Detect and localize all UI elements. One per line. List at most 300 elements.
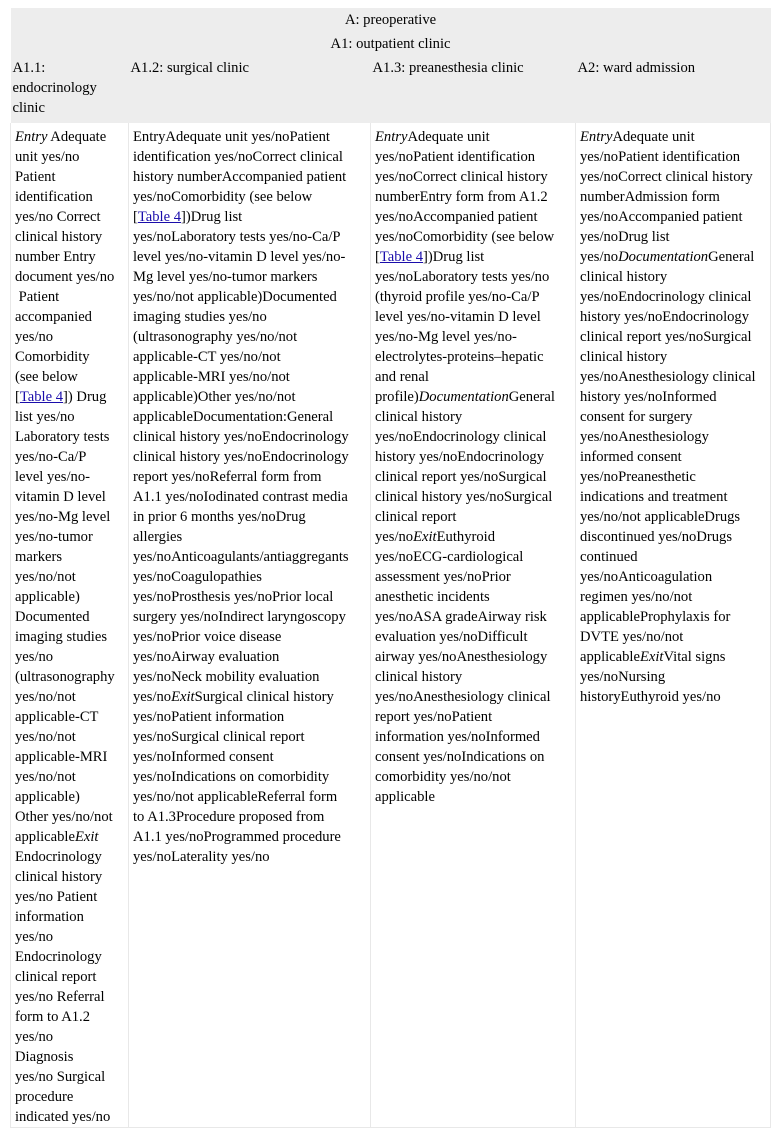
text-segment: Other yes/no/not	[15, 809, 113, 825]
cell-text-line	[133, 267, 366, 287]
text-segment: yes/no	[15, 329, 54, 345]
cell-text-line	[375, 727, 571, 747]
cell-text-line	[15, 247, 124, 267]
italic-label: Exit	[171, 689, 195, 705]
text-segment: applicable)	[15, 789, 80, 805]
text-segment: applicable-MRI	[15, 749, 108, 765]
text-segment: level yes/no-	[15, 469, 90, 485]
cell-text-line	[133, 567, 366, 587]
text-segment: profile)	[375, 389, 419, 405]
cell-text-line	[15, 867, 124, 887]
text-segment: regimen yes/no/not	[580, 589, 693, 605]
cell-text-line	[375, 567, 571, 587]
text-segment: yes/noEndocrinology clinical	[375, 429, 547, 445]
cell-text-line	[133, 747, 366, 767]
text-segment: yes/no	[15, 1029, 54, 1045]
cell-text-line	[580, 247, 766, 267]
cell-ward-admission	[576, 123, 771, 1128]
cell-text-line	[375, 787, 571, 807]
cell-text-line	[15, 447, 124, 467]
text-segment: General	[508, 389, 555, 405]
text-segment: form to A1.2	[15, 1009, 90, 1025]
text-segment: applicable	[15, 829, 75, 845]
text-segment: continued	[580, 549, 638, 565]
text-segment: ])Drug list	[423, 249, 485, 265]
text-segment: Adequate unit	[407, 129, 490, 145]
cell-text-line	[15, 647, 124, 667]
text-segment: yes/noPatient identification	[580, 149, 741, 165]
cell-text-line	[15, 287, 124, 307]
text-segment: number Entry	[15, 249, 96, 265]
cell-text-line	[375, 227, 571, 247]
cell-text-line	[580, 387, 766, 407]
text-segment: yes/no Surgical	[15, 1069, 106, 1085]
text-segment: yes/no	[375, 529, 414, 545]
text-segment: yes/noPrior voice disease	[133, 629, 282, 645]
text-segment: Documented	[15, 609, 90, 625]
cell-text-line	[133, 447, 366, 467]
cell-surgical-clinic	[129, 123, 371, 1128]
cell-text-line	[375, 127, 571, 147]
text-segment: imaging studies	[15, 629, 108, 645]
text-segment: yes/noEndocrinology clinical	[580, 289, 752, 305]
text-segment: yes/no	[15, 649, 54, 665]
text-segment: indicated yes/no	[15, 1109, 111, 1125]
text-segment: Patient	[15, 169, 56, 185]
cell-text-line	[375, 687, 571, 707]
text-segment: yes/no/not applicable)Documented	[133, 289, 337, 305]
table-4-link[interactable]: Table 4	[379, 249, 424, 265]
text-segment: yes/noNeck mobility evaluation	[133, 669, 320, 685]
cell-text-line	[375, 747, 571, 767]
cell-text-line	[580, 287, 766, 307]
cell-text-line	[580, 307, 766, 327]
cell-text-line	[375, 367, 571, 387]
text-segment: [	[375, 249, 380, 265]
cell-text-line	[375, 307, 571, 327]
text-segment: Mg level yes/no-tumor markers	[133, 269, 318, 285]
text-segment: electrolytes-proteins–hepatic	[375, 349, 544, 365]
cell-text-line	[15, 687, 124, 707]
cell-text-line	[375, 207, 571, 227]
text-segment: EntryAdequate unit yes/noPatient	[133, 129, 330, 145]
header-preanesthesia-clinic: A1.3: preanesthesia clinic	[371, 56, 576, 123]
text-segment: yes/no/not	[15, 729, 76, 745]
cell-text-line	[375, 627, 571, 647]
cell-text-line	[133, 367, 366, 387]
italic-label: Entry	[580, 129, 613, 145]
text-segment: yes/noAccompanied patient	[375, 209, 538, 225]
cell-text-line	[133, 167, 366, 187]
cell-text-line	[15, 707, 124, 727]
cell-text-line	[580, 667, 766, 687]
cell-text-line	[133, 827, 366, 847]
text-segment: applicable)	[15, 589, 80, 605]
cell-text-line	[133, 247, 366, 267]
cell-text-line	[15, 1027, 124, 1047]
cell-text-line	[15, 127, 124, 147]
text-segment: yes/noDrug list	[580, 229, 670, 245]
cell-text-line	[580, 187, 766, 207]
text-segment: applicable	[375, 789, 435, 805]
cell-text-line	[15, 187, 124, 207]
cell-text-line	[15, 947, 124, 967]
text-segment: yes/noProsthesis yes/noPrior local	[133, 589, 334, 605]
text-segment: unit yes/no	[15, 149, 80, 165]
cell-text-line	[15, 787, 124, 807]
cell-text-line	[133, 287, 366, 307]
text-segment: yes/noPreanesthetic	[580, 469, 696, 485]
cell-text-line	[375, 187, 571, 207]
text-segment: clinical history	[15, 869, 103, 885]
text-segment: (thyroid profile yes/no-Ca/P	[375, 289, 540, 305]
text-segment: DVTE yes/no/not	[580, 629, 684, 645]
text-segment: clinical history	[375, 409, 463, 425]
cell-text-line	[15, 507, 124, 527]
cell-text-line	[375, 767, 571, 787]
cell-text-line	[133, 807, 366, 827]
cell-text-line	[375, 167, 571, 187]
text-segment: yes/noLaterality yes/no	[133, 849, 270, 865]
text-segment: clinical report yes/noSurgical	[375, 469, 547, 485]
text-segment: A1.1 yes/noIodinated contrast media	[133, 489, 348, 505]
cell-text-line	[580, 227, 766, 247]
cell-text-line	[375, 247, 571, 267]
text-segment: yes/noAirway evaluation	[133, 649, 280, 665]
cell-text-line	[133, 527, 366, 547]
text-segment: yes/no/not	[15, 769, 76, 785]
text-segment: applicable-MRI yes/no/not	[133, 369, 290, 385]
text-segment: clinical report	[15, 969, 97, 985]
italic-label: Exit	[74, 829, 99, 845]
text-segment: yes/noComorbidity (see below	[133, 189, 313, 205]
cell-text-line	[15, 367, 124, 387]
cell-text-line	[133, 307, 366, 327]
cell-text-line	[375, 547, 571, 567]
text-segment: document yes/no	[15, 269, 115, 285]
cell-text-line	[133, 647, 366, 667]
header-ward-admission: A2: ward admission	[576, 56, 771, 123]
cell-text-line	[133, 587, 366, 607]
cell-text-line	[375, 447, 571, 467]
cell-text-line	[375, 587, 571, 607]
text-segment: General	[708, 249, 755, 265]
text-segment: Adequate unit	[612, 129, 695, 145]
cell-text-line	[15, 967, 124, 987]
cell-text-line	[133, 127, 366, 147]
cell-text-line	[375, 287, 571, 307]
cell-text-line	[580, 627, 766, 647]
text-segment: ])Drug list	[181, 209, 243, 225]
cell-text-line	[580, 167, 766, 187]
text-segment: yes/noAnticoagulation	[580, 569, 713, 585]
text-segment: Patient	[15, 289, 60, 305]
text-segment: history numberAccompanied patient	[133, 169, 347, 185]
text-segment: yes/no-Mg level yes/no-	[375, 329, 517, 345]
text-segment: [	[133, 209, 138, 225]
text-segment: Surgical clinical history	[194, 689, 334, 705]
text-segment: markers	[15, 549, 63, 565]
cell-text-line	[375, 267, 571, 287]
text-segment: clinical history yes/noEndocrinology	[133, 449, 349, 465]
cell-text-line	[375, 487, 571, 507]
text-segment: clinical report yes/noSurgical	[580, 329, 752, 345]
cell-text-line	[15, 167, 124, 187]
text-segment: list yes/no	[15, 409, 75, 425]
text-segment: identification	[15, 189, 93, 205]
text-segment: yes/noPatient identification	[375, 149, 536, 165]
cell-text-line	[375, 647, 571, 667]
cell-text-line	[580, 487, 766, 507]
cell-text-line	[15, 887, 124, 907]
cell-text-line	[133, 427, 366, 447]
cell-text-line	[15, 807, 124, 827]
cell-text-line	[375, 707, 571, 727]
text-segment: consent yes/noIndications on	[375, 749, 545, 765]
checklist-table-container	[10, 8, 770, 1128]
cell-text-line	[375, 427, 571, 447]
cell-text-line	[375, 387, 571, 407]
cell-text-line	[375, 347, 571, 367]
text-segment: yes/no Correct	[15, 209, 101, 225]
cell-text-line	[580, 467, 766, 487]
cell-text-line	[15, 1107, 124, 1127]
cell-text-line	[375, 147, 571, 167]
cell-text-line	[15, 227, 124, 247]
cell-text-line	[580, 587, 766, 607]
text-segment: yes/no-Mg level	[15, 509, 111, 525]
cell-text-line	[580, 327, 766, 347]
italic-label: Exit	[639, 649, 664, 665]
text-segment: consent for surgery	[580, 409, 693, 425]
cell-text-line	[15, 1047, 124, 1067]
header-outpatient-clinic: A1: outpatient clinic	[11, 32, 771, 56]
cell-text-line	[15, 327, 124, 347]
table-4-link[interactable]: Table 4	[137, 209, 182, 225]
text-segment: yes/no	[580, 249, 619, 265]
cell-text-line	[375, 407, 571, 427]
text-segment: clinical report	[375, 509, 457, 525]
text-segment: anesthetic incidents	[375, 589, 490, 605]
cell-text-line	[133, 787, 366, 807]
cell-text-line	[580, 447, 766, 467]
text-segment: yes/no/not	[15, 569, 76, 585]
cell-text-line	[15, 147, 124, 167]
cell-text-line	[15, 267, 124, 287]
text-segment: Endocrinology	[15, 949, 102, 965]
text-segment: (ultrasonography	[15, 669, 115, 685]
text-segment: imaging studies yes/no	[133, 309, 267, 325]
header-endocrinology-clinic: A1.1: endocrinology clinic	[11, 56, 129, 123]
text-segment: yes/no/not applicableDrugs	[580, 509, 741, 525]
text-segment: applicable	[580, 649, 640, 665]
italic-label: Exit	[413, 529, 437, 545]
cell-text-line	[15, 607, 124, 627]
cell-text-line	[133, 207, 366, 227]
cell-text-line	[133, 667, 366, 687]
text-segment: yes/no	[133, 689, 172, 705]
cell-text-line	[15, 587, 124, 607]
text-segment: yes/no-tumor	[15, 529, 93, 545]
text-segment: yes/noPatient information	[133, 709, 285, 725]
cell-text-line	[15, 307, 124, 327]
text-segment: yes/noNursing	[580, 669, 666, 685]
cell-preanesthesia-clinic	[371, 123, 576, 1128]
text-segment: clinical history	[375, 669, 463, 685]
text-segment: history yes/noEndocrinology	[580, 309, 750, 325]
cell-text-line	[133, 847, 366, 867]
text-segment: applicableProphylaxis for	[580, 609, 731, 625]
cell-text-line	[133, 407, 366, 427]
cell-text-line	[133, 707, 366, 727]
text-segment: yes/no Referral	[15, 989, 105, 1005]
text-segment: yes/noCorrect clinical history	[580, 169, 753, 185]
text-segment: clinical history	[580, 269, 668, 285]
text-segment: A1.1 yes/noProgrammed procedure	[133, 829, 341, 845]
text-segment: numberAdmission form	[580, 189, 720, 205]
cell-text-line	[133, 767, 366, 787]
text-segment: yes/noCorrect clinical history	[375, 169, 548, 185]
text-segment: history yes/noEndocrinology	[375, 449, 545, 465]
italic-label: Entry	[375, 129, 408, 145]
text-segment: Comorbidity	[15, 349, 90, 365]
cell-text-line	[133, 727, 366, 747]
cell-text-line	[15, 407, 124, 427]
text-segment: clinical history	[15, 229, 103, 245]
cell-text-line	[375, 467, 571, 487]
text-segment: indications and treatment	[580, 489, 728, 505]
cell-text-line	[580, 207, 766, 227]
cell-text-line	[15, 207, 124, 227]
text-segment: report yes/noReferral form from	[133, 469, 322, 485]
cell-text-line	[15, 467, 124, 487]
text-segment: information yes/noInformed	[375, 729, 540, 745]
text-segment: clinical history yes/noEndocrinology	[133, 429, 349, 445]
text-segment: applicable)Other yes/no/not	[133, 389, 296, 405]
cell-text-line	[133, 347, 366, 367]
text-segment: Vital signs	[663, 649, 726, 665]
cell-text-line	[15, 387, 124, 407]
text-segment: in prior 6 months yes/noDrug	[133, 509, 306, 525]
text-segment: level yes/no-vitamin D level	[375, 309, 541, 325]
text-segment: yes/noASA gradeAirway risk	[375, 609, 547, 625]
text-segment: Endocrinology	[15, 849, 102, 865]
header-preoperative: A: preoperative	[11, 8, 771, 32]
text-segment: and renal	[375, 369, 429, 385]
text-segment: assessment yes/noPrior	[375, 569, 511, 585]
text-segment: yes/noLaboratory tests yes/no-Ca/P	[133, 229, 341, 245]
text-segment: clinical history yes/noSurgical	[375, 489, 553, 505]
cell-text-line	[15, 627, 124, 647]
table-row	[11, 123, 771, 1128]
cell-text-line	[15, 667, 124, 687]
cell-text-line	[375, 507, 571, 527]
text-segment: yes/no Patient	[15, 889, 98, 905]
text-segment: yes/noAccompanied patient	[580, 209, 743, 225]
cell-text-line	[133, 547, 366, 567]
text-segment: identification yes/noCorrect clinical	[133, 149, 343, 165]
cell-text-line	[580, 407, 766, 427]
cell-text-line	[133, 467, 366, 487]
cell-text-line	[15, 907, 124, 927]
cell-text-line	[15, 747, 124, 767]
cell-text-line	[375, 327, 571, 347]
text-segment: (see below	[15, 369, 78, 385]
cell-text-line	[15, 427, 124, 447]
text-segment: airway yes/noAnesthesiology	[375, 649, 548, 665]
text-segment: report yes/noPatient	[375, 709, 493, 725]
cell-text-line	[15, 487, 124, 507]
text-segment: accompanied	[15, 309, 92, 325]
cell-text-line	[580, 427, 766, 447]
text-segment: informed consent	[580, 449, 682, 465]
text-segment: yes/noIndications on comorbidity	[133, 769, 330, 785]
cell-text-line	[133, 147, 366, 167]
cell-text-line	[133, 687, 366, 707]
cell-text-line	[15, 547, 124, 567]
cell-text-line	[15, 987, 124, 1007]
cell-text-line	[133, 487, 366, 507]
text-segment: yes/noAnesthesiology clinical	[375, 689, 551, 705]
text-segment: historyEuthyroid yes/no	[580, 689, 721, 705]
cell-text-line	[15, 827, 124, 847]
cell-text-line	[15, 1007, 124, 1027]
text-segment: yes/no/not	[15, 689, 76, 705]
text-segment: ]) Drug	[63, 389, 107, 405]
text-segment: Euthyroid	[436, 529, 495, 545]
cell-text-line	[580, 567, 766, 587]
text-segment: yes/noAnticoagulants/antiaggregants	[133, 549, 349, 565]
cell-text-line	[133, 187, 366, 207]
table-4-link[interactable]: Table 4	[19, 389, 64, 405]
text-segment: numberEntry form from A1.2	[375, 189, 548, 205]
cell-text-line	[15, 1067, 124, 1087]
italic-label: Entry	[15, 129, 48, 145]
text-segment: surgery yes/noIndirect laryngoscopy	[133, 609, 346, 625]
cell-text-line	[375, 667, 571, 687]
text-segment: yes/no	[15, 929, 54, 945]
cell-text-line	[133, 507, 366, 527]
cell-text-line	[375, 607, 571, 627]
cell-text-line	[580, 367, 766, 387]
italic-label: Documentation	[418, 389, 509, 405]
text-segment: to A1.3Procedure proposed from	[133, 809, 325, 825]
text-segment: applicable-CT	[15, 709, 99, 725]
text-segment: procedure	[15, 1089, 74, 1105]
cell-text-line	[15, 767, 124, 787]
cell-endocrinology-clinic	[11, 123, 129, 1128]
text-segment: discontinued yes/noDrugs	[580, 529, 733, 545]
text-segment: applicableDocumentation:General	[133, 409, 334, 425]
cell-text-line	[580, 547, 766, 567]
text-segment: vitamin D level	[15, 489, 106, 505]
cell-text-line	[580, 347, 766, 367]
text-segment: yes/noSurgical clinical report	[133, 729, 305, 745]
cell-text-line	[133, 327, 366, 347]
text-segment: clinical history	[580, 349, 668, 365]
text-segment: Diagnosis	[15, 1049, 74, 1065]
text-segment: [	[15, 389, 20, 405]
cell-text-line	[580, 507, 766, 527]
text-segment: evaluation yes/noDifficult	[375, 629, 528, 645]
text-segment: history yes/noInformed	[580, 389, 717, 405]
cell-text-line	[133, 227, 366, 247]
header-surgical-clinic: A1.2: surgical clinic	[129, 56, 371, 123]
text-segment: Adequate	[47, 129, 107, 145]
text-segment: yes/noLaboratory tests yes/no	[375, 269, 550, 285]
cell-text-line	[15, 847, 124, 867]
cell-text-line	[580, 647, 766, 667]
